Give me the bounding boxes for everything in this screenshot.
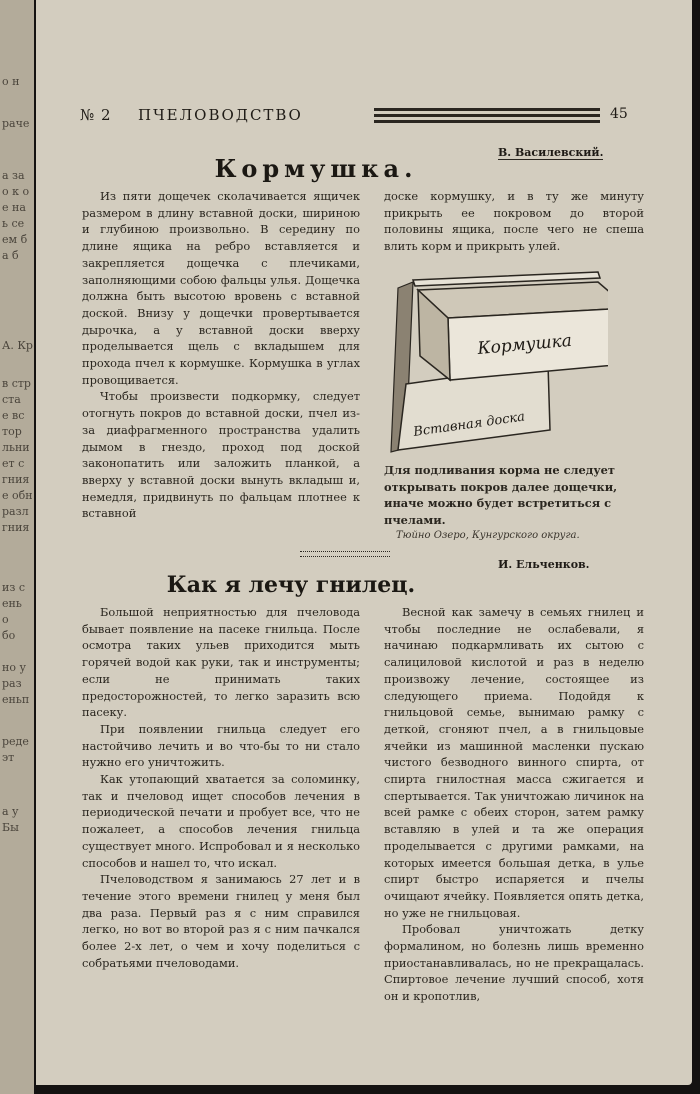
prev-text-fragment: эт: [2, 751, 15, 764]
prev-text-fragment: а б: [2, 249, 19, 262]
feeder-label: Кормушка: [476, 330, 573, 359]
prev-text-fragment: е обн: [2, 489, 33, 502]
prev-text-fragment: о: [2, 613, 9, 626]
paragraph: Чтобы произвести подкормку, следует отогнуть покров до вставной доски, пчел из-за диафрагменного пространства удалить дымом в гнездо, проход под доской законопатить или заложить планкой, а вверху у вставной доски вынуть вкладыш и, немедля, придвинуть по фальцам плотнее к вставной: [82, 389, 360, 521]
prev-text-fragment: в стр: [2, 377, 31, 390]
prev-text-fragment: льни: [2, 441, 30, 454]
paragraph: Весной как замечу в семьях гнилец и чтобы последние не ослабевали, я начинаю подкармливать их сытою с салициловой кислотой и раз в неделю произвожу лечение, состоящее из следующего приема. Подойдя к гнильцовой семье, вынимаю рамку с деткой, сгоняют пчел, а в гнильцовые ячейки из машинной масленки пускаю чистого безводного винного спирта, от спирта гнилостная масса сжигается и спертывается. Так уничтожаю личинок на всей рамке с обеих сторон, затем рамку вставляю в улей и та же операция проделывается с другими рамками, на которых имеется большая детка, в улье спирт быстро испаряется и пчелы очищают ячейку. Появляется опять детка, но уже не гнильцовая.: [384, 605, 644, 920]
article1-column-left: [82, 188, 360, 522]
prev-text-fragment: из с: [2, 581, 25, 594]
journal-page: [36, 0, 692, 1085]
prev-text-fragment: реде: [2, 735, 29, 748]
article2-column-left: [82, 604, 360, 971]
paragraph: Пробовал уничтожать детку формалином, но болезнь лишь временно приостанавливалась, но не прекращалась. Спиртовое лечение лучший способ, хотя он и кропотлив,: [384, 922, 644, 1004]
paragraph: Пчеловодством я занимаюсь 27 лет и в течение этого времени гнилец у меня был два раза. Первый раз я с ним справился легко, но вот во второй раз я с ним пачкался более 2-х лет, о чем и хочу поделиться с собратьями пчеловодами.: [82, 872, 360, 970]
prev-text-fragment: о к о: [2, 185, 30, 198]
prev-text-fragment: ет с: [2, 457, 25, 470]
prev-text-fragment: раче: [2, 117, 30, 130]
prev-text-fragment: а за: [2, 169, 25, 182]
prev-text-fragment: разл: [2, 505, 29, 518]
prev-text-fragment: ем б: [2, 233, 28, 246]
article1-title: Кормушка.: [214, 154, 418, 183]
prev-text-fragment: е вс: [2, 409, 25, 422]
board-label: Вставная доска: [412, 409, 526, 440]
prev-text-fragment: о н: [2, 75, 20, 88]
prev-text-fragment: а у: [2, 805, 19, 818]
prev-text-fragment: но у: [2, 661, 26, 674]
header-rule: [374, 108, 600, 111]
journal-title: ПЧЕЛОВОДСТВО: [138, 106, 303, 124]
paragraph: При появлении гнильца следует его настойчиво лечить и во что-бы то ни стало нужно его уничтожить.: [82, 721, 360, 770]
page-number: 45: [610, 106, 628, 122]
article2-column-right: [384, 604, 644, 1005]
figure-caption: Для подливания корма не следует открывать покров далее дощечки, иначе можно будет встретиться с пчелами.: [384, 463, 618, 528]
prev-text-fragment: Бы: [2, 821, 19, 834]
prev-text-fragment: раз: [2, 677, 22, 690]
article1-column-right: [384, 188, 644, 255]
prev-text-fragment: еньп: [2, 693, 30, 706]
prev-text-fragment: А. Кр: [2, 339, 33, 352]
prev-text-fragment: тор: [2, 425, 22, 438]
article2-author: И. Ельченков.: [498, 558, 590, 571]
paragraph: Как утопающий хватается за соломинку, так и пчеловод ищет способов лечения в периодической печати и пробует все, что не пожалеет, а способов лечения гнильца существует много. Испробовал и я несколько способов и нашел то, что искал.: [82, 772, 360, 870]
paragraph: доске кормушку, и в ту же минуту прикрыть ее покровом до второй половины ящика, после чего не спеша влить корм и прикрыть улей.: [384, 189, 644, 254]
paragraph: Большой неприятностью для пчеловода бывает появление на пасеке гнильца. После осмотра таких ульев приходится мыть горячей водой как руки, так и инструменты; если не принимать таких предосторожностей, то легко заразить всю пасеку.: [82, 605, 360, 720]
issue-number: № 2: [80, 106, 112, 124]
running-header: [80, 106, 640, 128]
article1-author: В. Василевский.: [498, 146, 604, 159]
paragraph: Из пяти дощечек сколачивается ящичек размером в длину вставной доски, шириною и глубиною произвольно. В середину по длине ящика на ребро вставляется и закрепляется дощечка с плечиками, заполняющими собою фальцы улья. Дощечка должна быть высотою вровень с вставной доской. Внизу у дощечки провертывается дырочка, а у вставной доски вверху проделывается щель с вкладышем для прохода пчел к кормушке. Кормушка в углах провощивается.: [82, 189, 360, 387]
prev-text-fragment: е на: [2, 201, 26, 214]
section-divider: [300, 551, 390, 557]
prev-text-fragment: ень: [2, 597, 22, 610]
article2-title: Как я лечу гнилец.: [166, 572, 416, 598]
article1-credit: Тюйно Озеро, Кунгурского округа.: [396, 530, 580, 541]
prev-text-fragment: ста: [2, 393, 21, 406]
feeder-illustration: [358, 268, 608, 458]
prev-text-fragment: гния: [2, 473, 30, 486]
previous-page-edge: [0, 0, 34, 1094]
prev-text-fragment: бо: [2, 629, 16, 642]
prev-text-fragment: гния: [2, 521, 30, 534]
prev-text-fragment: ь се: [2, 217, 25, 230]
